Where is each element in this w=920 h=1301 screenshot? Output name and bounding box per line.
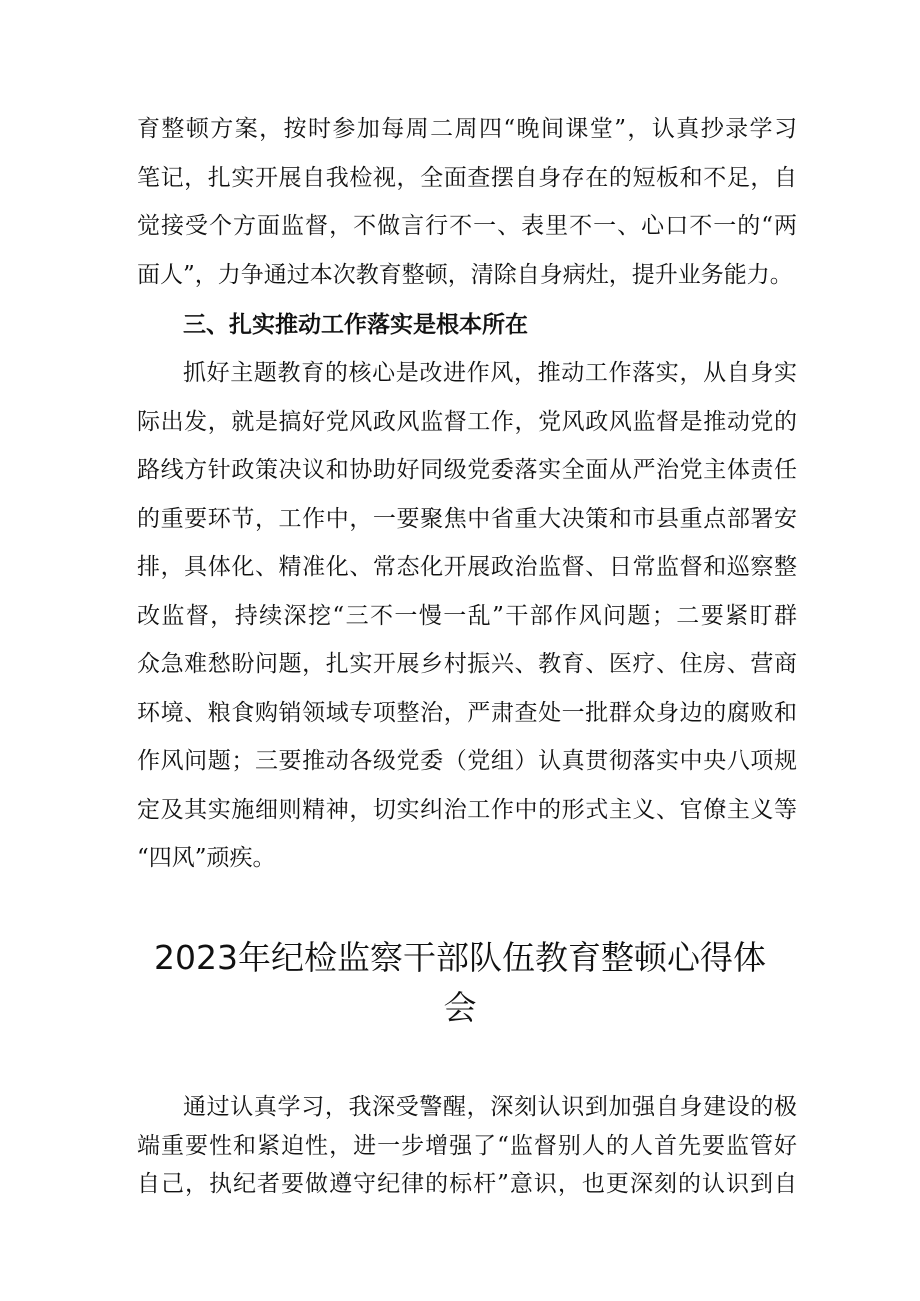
paragraph-line: 路线方针政策决议和协助好同级党委落实全面从严治党主体责任 [137,457,797,483]
paragraph-line: 育整顿方案，按时参加每周二周四“晚间课堂”，认真抄录学习 [137,116,797,142]
paragraph-line: 自己，执纪者要做遵守纪律的标杆”意识，也更深刻的认识到自 [137,1171,797,1197]
paragraph-line: 端重要性和紧迫性，进一步增强了“监督别人的人首先要监管好 [137,1133,797,1159]
paragraph-line: 众急难愁盼问题，扎实开展乡村振兴、教育、医疗、住房、营商 [137,651,797,677]
paragraph-line: 笔记，扎实开展自我检视，全面查摆自身存在的短板和不足，自 [137,165,797,191]
paragraph-line: 定及其实施细则精神，切实纠治工作中的形式主义、官僚主义等 [137,797,797,823]
paragraph-line: “四风”顽疾。 [137,845,276,871]
paragraph-line: 觉接受个方面监督，不做言行不一、表里不一、心口不一的“两 [137,213,797,239]
paragraph-line: 环境、粮食购销领域专项整治，严肃查处一批群众身边的腐败和 [137,700,797,726]
paragraph-line: 面人”，力争通过本次教育整顿，清除自身病灶，提升业务能力。 [137,262,793,288]
paragraph-line: 排，具体化、精准化、常态化开展政治监督、日常监督和巡察整 [137,554,797,580]
section-heading: 三、扎实推动工作落实是根本所在 [183,311,528,338]
paragraph-line: 的重要环节，工作中，一要聚焦中省重大决策和市县重点部署安 [137,506,797,532]
paragraph-line: 通过认真学习，我深受警醒，深刻认识到加强自身建设的极 [183,1094,797,1120]
paragraph-line: 抓好主题教育的核心是改进作风，推动工作落实，从自身实 [183,360,797,386]
article-title-continuation: 会 [443,988,477,1027]
article-title: 2023年纪检监察干部队伍教育整顿心得体 [154,938,766,977]
paragraph-line: 改监督，持续深挖“三不一慢一乱”干部作风问题；二要紧盯群 [137,603,797,629]
paragraph-line: 际出发，就是搞好党风政风监督工作，党风政风监督是推动党的 [137,409,797,435]
paragraph-line: 作风问题；三要推动各级党委（党组）认真贯彻落实中央八项规 [137,748,797,774]
